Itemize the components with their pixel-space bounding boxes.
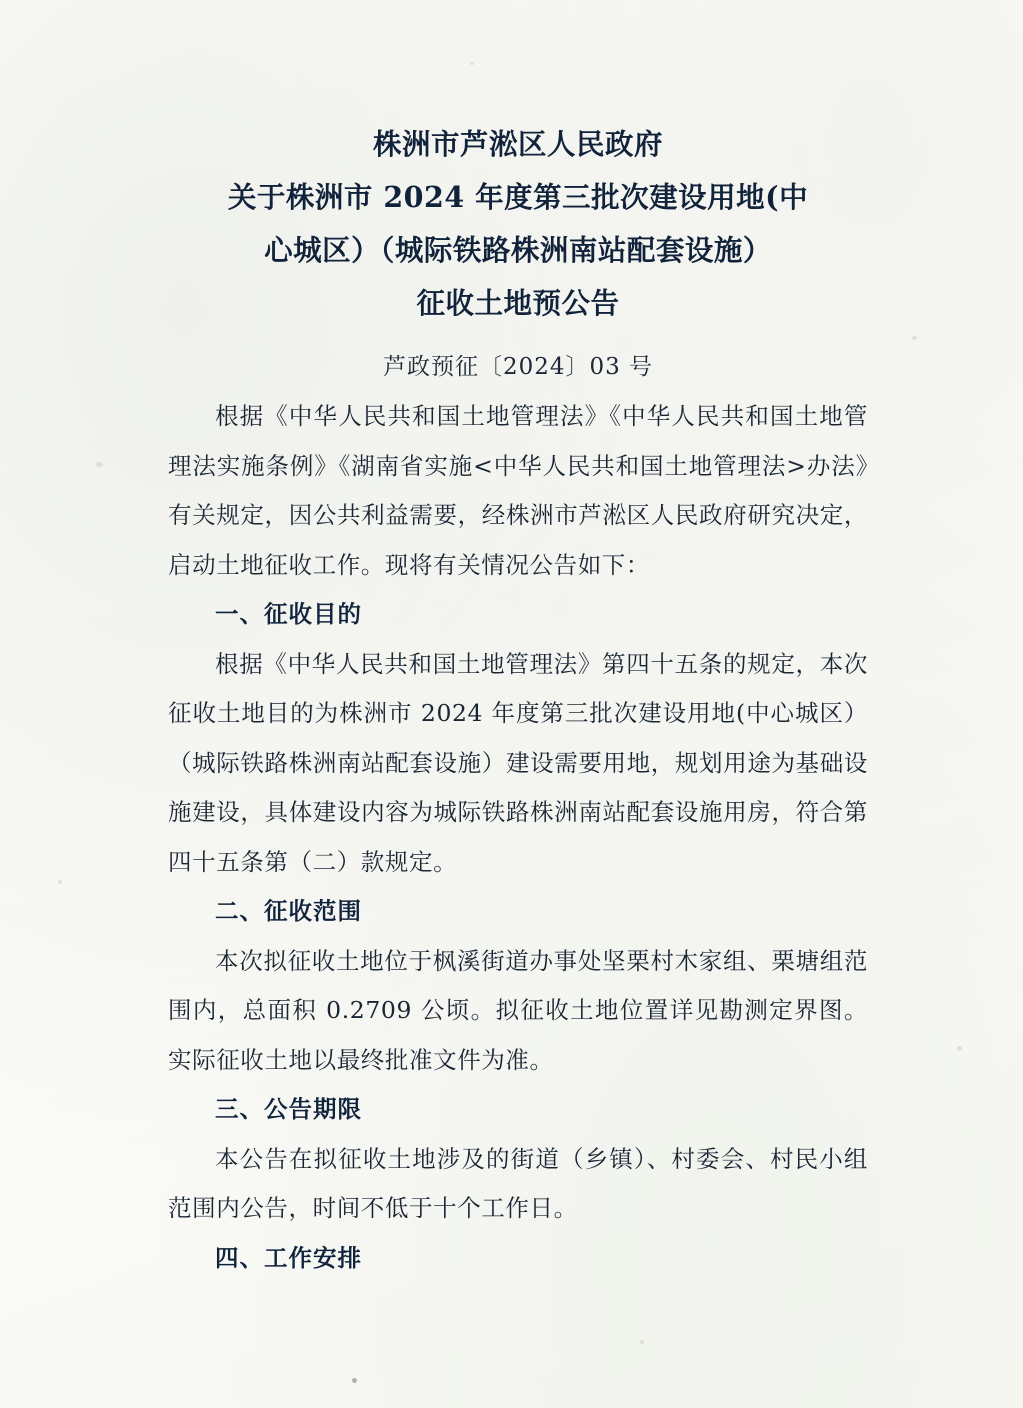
paper-speck xyxy=(912,336,917,340)
document-body xyxy=(168,118,868,1283)
title-line-2: 关于株洲市 2024 年度第三批次建设用地(中 xyxy=(227,180,809,214)
title-line-1: 株洲市芦淞区人民政府 xyxy=(372,127,663,161)
section-heading-3: 三、公告期限 xyxy=(215,1095,362,1123)
title-line-4: 征收土地预公告 xyxy=(416,286,620,320)
document-title xyxy=(168,118,868,330)
section-body-3: 本公告在拟征收土地涉及的街道（乡镇）、村委会、村民小组范围内公告，时间不低于十个工作日。 xyxy=(168,1144,868,1222)
page-bottom-mark xyxy=(352,1378,357,1383)
document-number: 芦政预征〔2024〕03 号 xyxy=(382,354,654,380)
paper-speck xyxy=(58,880,62,884)
section-heading-1: 一、征收目的 xyxy=(215,600,362,628)
preamble-paragraph: 根据《中华人民共和国土地管理法》《中华人民共和国土地管理法实施条例》《湖南省实施<中华人民共和国土地管理法>办法》有关规定，因公共利益需要，经株洲市芦淞区人民政府研究决定，启动土地征收工作。现将有关情况公告如下： xyxy=(168,402,868,579)
section-heading-4: 四、工作安排 xyxy=(215,1243,362,1272)
paper-speck xyxy=(640,1340,644,1344)
title-line-3: 心城区）（城际铁路株洲南站配套设施） xyxy=(264,233,772,267)
section-heading-2: 二、征收范围 xyxy=(215,897,362,925)
section-body-1: 根据《中华人民共和国土地管理法》第四十五条的规定，本次征收土地目的为株洲市 2024 年度第三批次建设用地(中心城区）（城际铁路株洲南站配套设施）建设需要用地，规划用途为基础设施建设，具体建设内容为城际铁路株洲南站配套设施用房，符合第四十五条第（二）款规定。 xyxy=(168,649,868,876)
paper-speck xyxy=(957,1046,962,1051)
section-body-2: 本次拟征收土地位于枫溪街道办事处坚栗村木家组、栗塘组范围内，总面积 0.2709 公顷。拟征收土地位置详见勘测定界图。实际征收土地以最终批准文件为准。 xyxy=(168,946,868,1074)
paper-speck xyxy=(96,462,103,467)
paper-speck xyxy=(470,62,474,65)
